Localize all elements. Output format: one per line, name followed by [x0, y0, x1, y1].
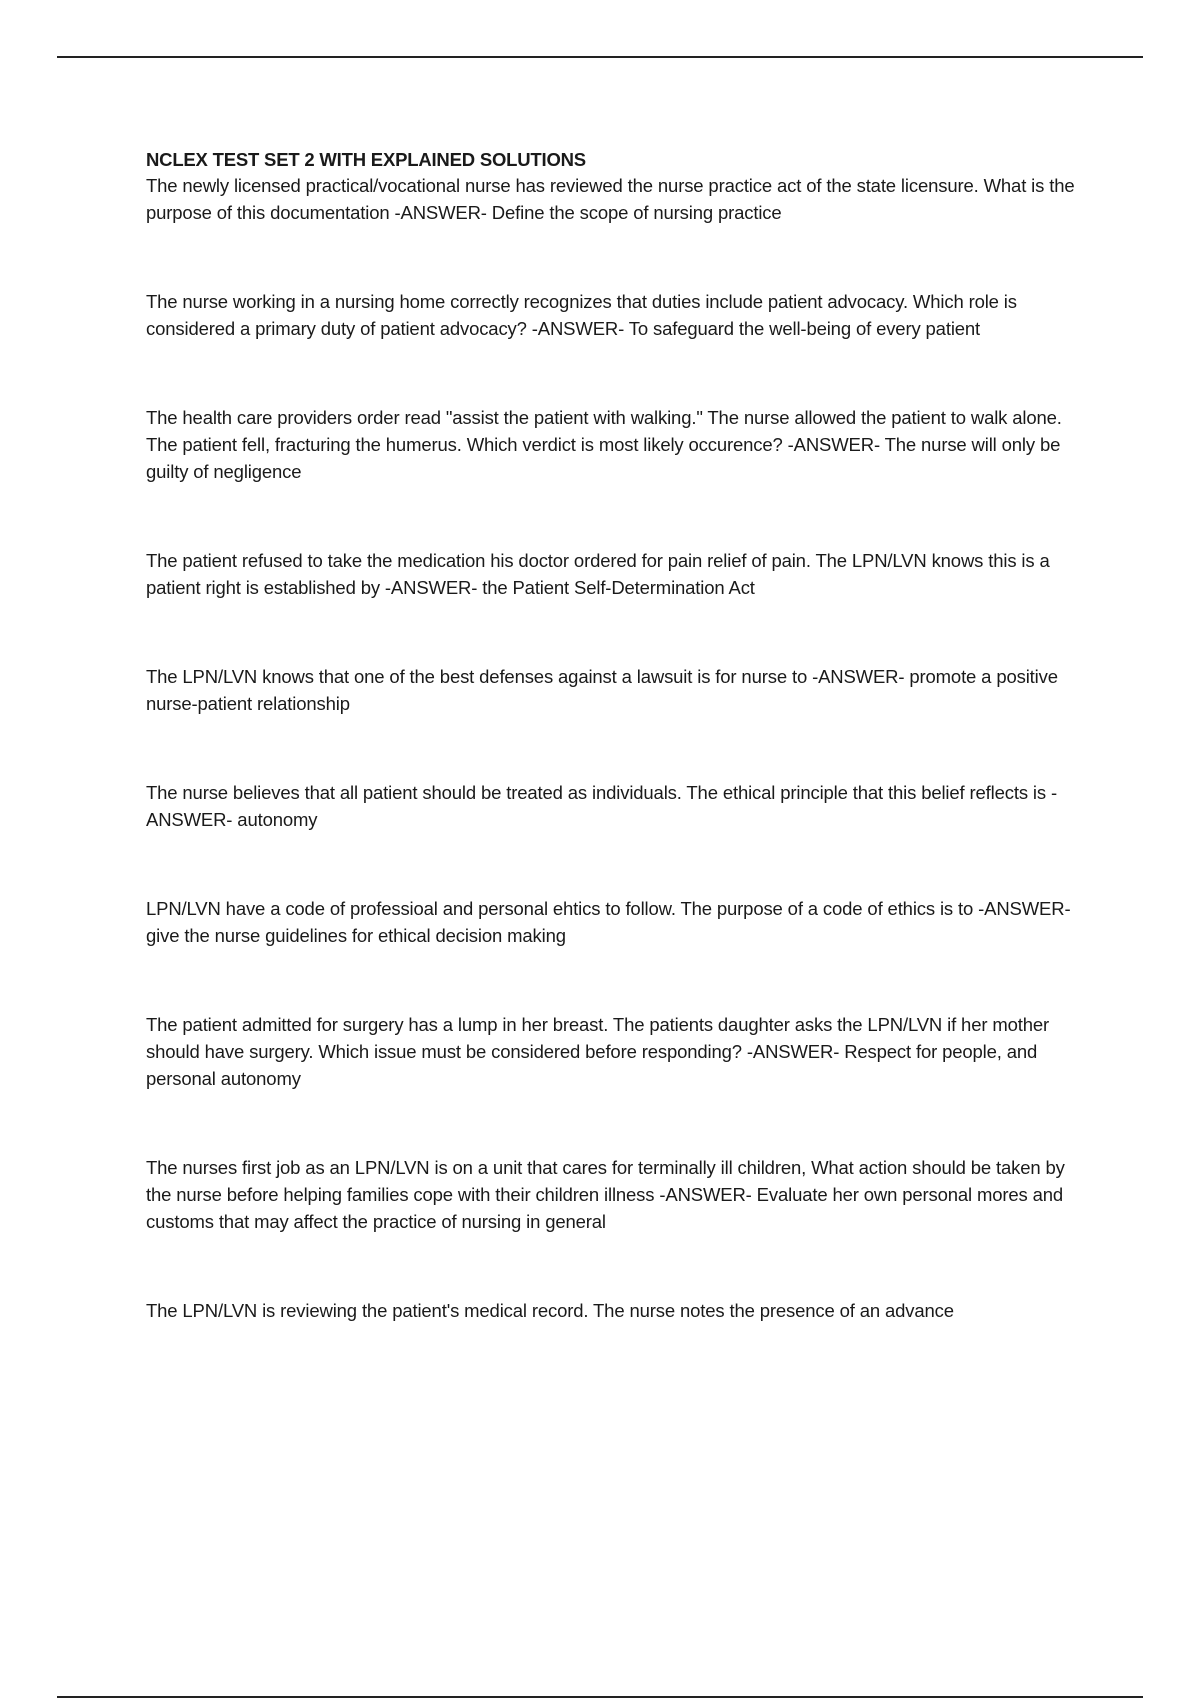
top-rule [57, 56, 1143, 58]
qa-item: The LPN/LVN is reviewing the patient's medical record. The nurse notes the presence of an advance [146, 1300, 954, 1321]
qa-item: The nurse working in a nursing home correctly recognizes that duties include patient advocacy. Which role is considered a primary duty of patient advocacy? -ANSWER- To safeguard the well-being of every patient [146, 291, 1017, 339]
qa-item: The LPN/LVN knows that one of the best defenses against a lawsuit is for nurse to -ANSWER- promote a positive nurse-patient relationship [146, 666, 1058, 714]
qa-item: The patient refused to take the medication his doctor ordered for pain relief of pain. The LPN/LVN knows this is a patient right is established by -ANSWER- the Patient Self-Determination Act [146, 550, 1050, 598]
qa-item: The newly licensed practical/vocational nurse has reviewed the nurse practice act of the state licensure. What is the purpose of this documentation -ANSWER- Define the scope of nursing practice [146, 175, 1075, 223]
qa-item: LPN/LVN have a code of professioal and personal ehtics to follow. The purpose of a code of ethics is to -ANSWER- give the nurse guidelines for ethical decision making [146, 898, 1071, 946]
qa-item: The nurse believes that all patient should be treated as individuals. The ethical principle that this belief reflects is -ANSWER- autonomy [146, 782, 1057, 830]
bottom-rule [57, 1696, 1143, 1698]
qa-item: The patient admitted for surgery has a lump in her breast. The patients daughter asks the LPN/LVN if her mother should have surgery. Which issue must be considered before responding? -ANSWER- Respect for people, and personal autonomy [146, 1014, 1050, 1089]
document-body [146, 148, 1086, 1324]
qa-item: The nurses first job as an LPN/LVN is on a unit that cares for terminally ill children, What action should be taken by the nurse before helping families cope with their children illness -ANSWER- Evaluate her own personal mores and customs that may affect the practice of nursing in general [146, 1157, 1065, 1232]
document-title: NCLEX TEST SET 2 WITH EXPLAINED SOLUTIONS [146, 149, 586, 170]
qa-item: The health care providers order read "assist the patient with walking." The nurse allowed the patient to walk alone. The patient fell, fracturing the humerus. Which verdict is most likely occurence? -ANSWER- The nurse will only be guilty of negligence [146, 407, 1062, 482]
